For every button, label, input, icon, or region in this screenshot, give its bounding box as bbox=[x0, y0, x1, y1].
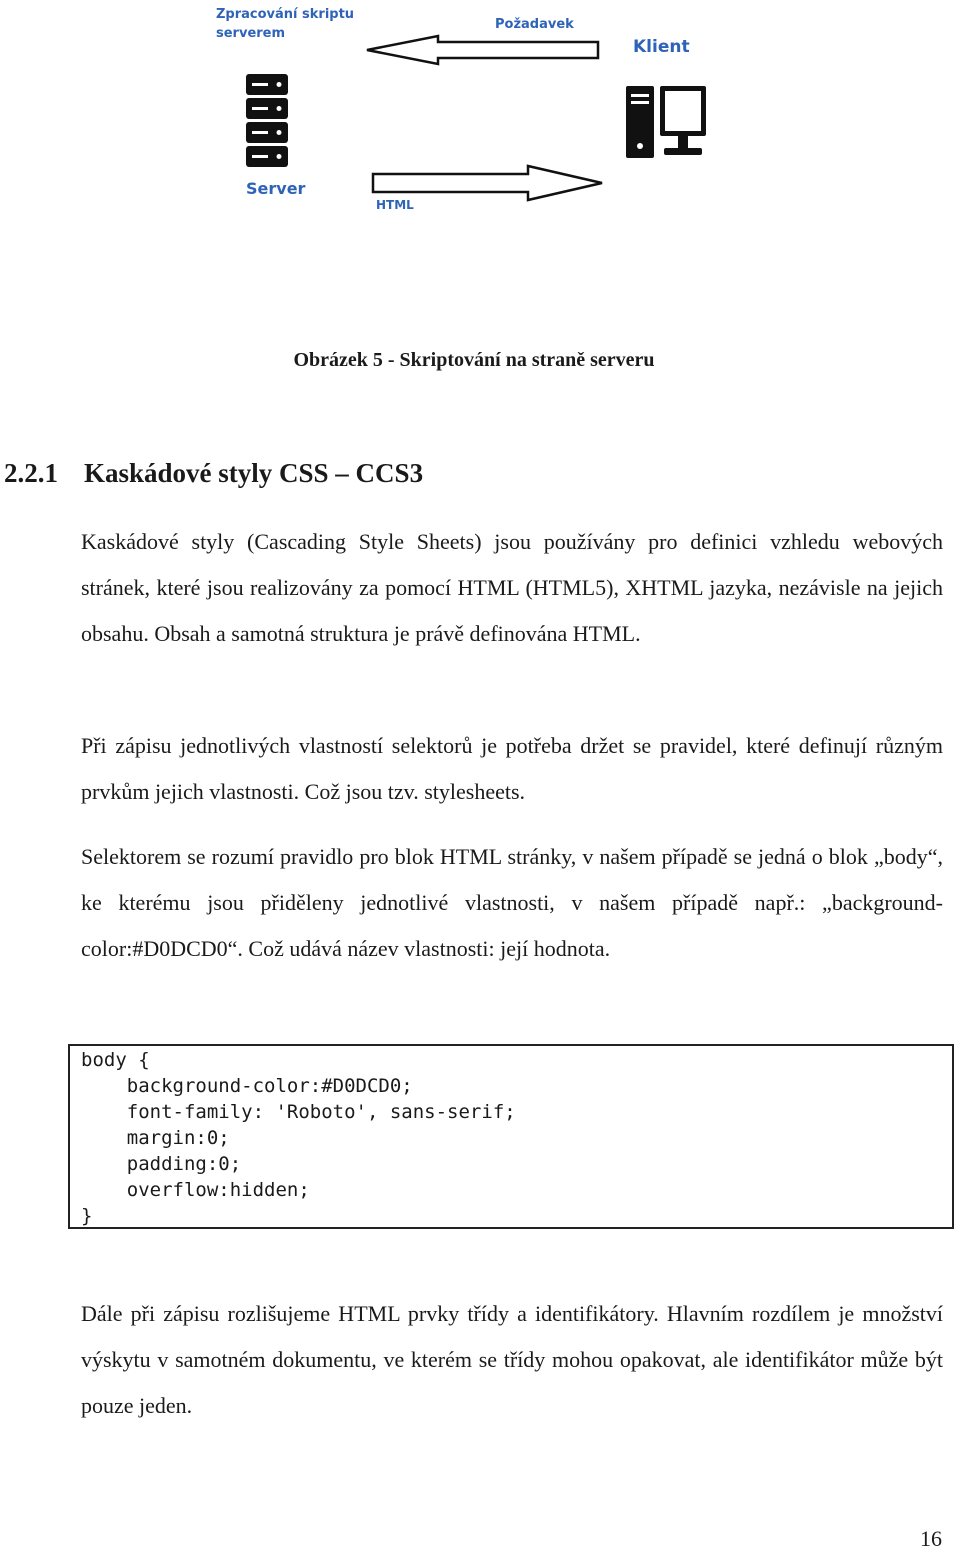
section-number: 2.2.1 bbox=[4, 458, 58, 488]
response-label: HTML bbox=[376, 198, 414, 212]
code-listing: body { background-color:#D0DCD0; font-family: 'Roboto', sans-serif; margin:0; padding:0; overflow:hidden; } bbox=[81, 1049, 516, 1227]
computer-icon bbox=[626, 86, 706, 158]
server-icon bbox=[246, 74, 288, 167]
page-number: 16 bbox=[920, 1526, 942, 1551]
paragraph-classes-ids: Dále při zápisu rozlišujeme HTML prvky třídy a identifikátory. Hlavním rozdílem je množství výskytu v samotném dokumentu, ve kterém se třídy mohou opakovat, ale identifikátor může být pouze jeden. bbox=[81, 1301, 943, 1418]
section-heading bbox=[4, 458, 423, 489]
response-arrow bbox=[373, 166, 602, 200]
paragraph-selectors: Při zápisu jednotlivých vlastností selektorů je potřeba držet se pravidel, které definují různým prvkům jejich vlastnosti. Což jsou tzv. stylesheets. bbox=[81, 733, 943, 804]
client-label: Klient bbox=[633, 37, 690, 57]
request-label: Požadavek bbox=[495, 17, 574, 32]
section-title: Kaskádové styly CSS – CCS3 bbox=[84, 458, 424, 488]
paragraph-css-intro: Kaskádové styly (Cascading Style Sheets) jsou používány pro definici vzhledu webových stránek, které jsou realizovány za pomocí HTML (HTML5), XHTML jazyka, nezávisle na jejich obsahu. Obsah a samotná struktura je právě definována HTML. bbox=[81, 529, 943, 646]
server-label: Server bbox=[246, 179, 306, 198]
request-arrow bbox=[367, 36, 598, 64]
paragraph-selector-definition: Selektorem se rozumí pravidlo pro blok HTML stránky, v našem případě se jedná o blok „body“, ke kterému jsou přiděleny jednotlivé vlastnosti, v našem případě např.: „background-color:#D0DCD0“. Což udává název vlastnosti: její hodnota. bbox=[81, 844, 943, 961]
server-scripting-diagram bbox=[0, 0, 960, 230]
figure-caption: Obrázek 5 - Skriptování na straně serveru bbox=[293, 349, 655, 371]
server-processing-label: Zpracování skriptu serverem bbox=[216, 7, 355, 41]
